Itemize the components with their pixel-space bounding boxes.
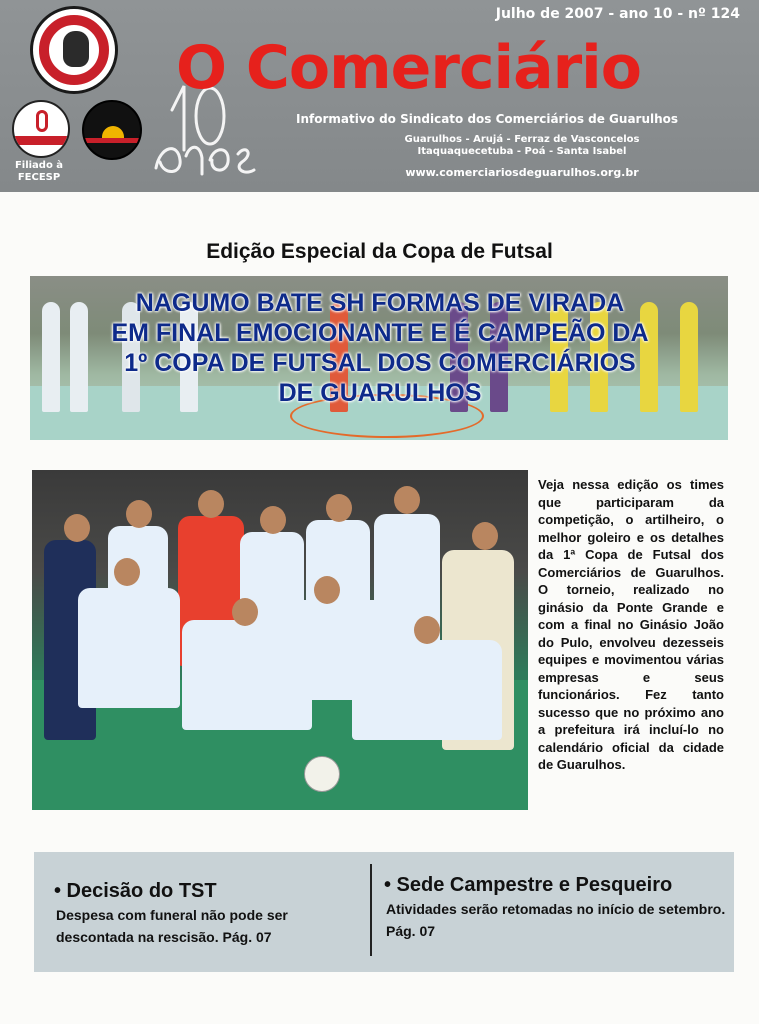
masthead [0, 0, 759, 192]
website-link[interactable]: www.comerciariosdeguarulhos.org.br [405, 166, 639, 179]
edition-title: Edição Especial da Copa de Futsal [206, 240, 553, 263]
headline-line-4: DE GUARULHOS [278, 379, 482, 407]
fecesp-logo-icon [12, 100, 70, 158]
ball-icon [304, 756, 340, 792]
headline-line-1: NAGUMO BATE SH FORMAS DE VIRADA [135, 289, 625, 317]
issue-info: Julho de 2007 - ano 10 - nº 124 [495, 6, 740, 22]
headline-line-2: EM FINAL EMOCIONANTE E É CAMPEÃO DA [111, 319, 649, 347]
main-headline [40, 288, 720, 408]
masthead-subtitle: Informativo do Sindicato dos Comerciários de Guarulhos [296, 112, 679, 126]
affiliation-label: Filiado à FECESP [14, 160, 64, 183]
forca-sindical-logo-icon [82, 100, 142, 160]
news-text-sede: Atividades serão retomadas no início de setembro. Pág. 07 [386, 901, 726, 939]
headline-line-3: 1º COPA DE FUTSAL DOS COMERCIÁRIOS [124, 349, 636, 377]
union-logo-icon [30, 6, 118, 94]
news-title-sede[interactable]: • Sede Campestre e Pesqueiro [384, 874, 673, 896]
news-title-tst[interactable]: • Decisão do TST [54, 880, 217, 902]
news-divider [370, 864, 372, 956]
news-text-tst: Despesa com funeral não pode ser descontada na rescisão. Pág. 07 [56, 907, 288, 945]
article-body: Veja nessa edição os times que participaram da competição, o artilheiro, o melhor goleiro e os detalhes da 1ª Copa de Futsal dos Comerciários de Guarulhos. O torneio, realizado no ginásio da Ponte Grande e com a final no Ginásio João do Pulo, envolveu dezesseis equipes e movimentou várias empresas e seus funcionários. Fez tanto sucesso que no próximo ano a prefeitura irá incluí-lo no calendário oficial da cidade de Guarulhos. [538, 477, 724, 772]
cities-list [372, 134, 672, 158]
cities-line-2: Itaquaquecetuba - Poá - Santa Isabel [417, 146, 627, 157]
newspaper-brand: O Comerciário [176, 33, 641, 103]
cities-line-1: Guarulhos - Arujá - Ferraz de Vasconcelos [404, 134, 640, 145]
team-photo [32, 470, 528, 810]
